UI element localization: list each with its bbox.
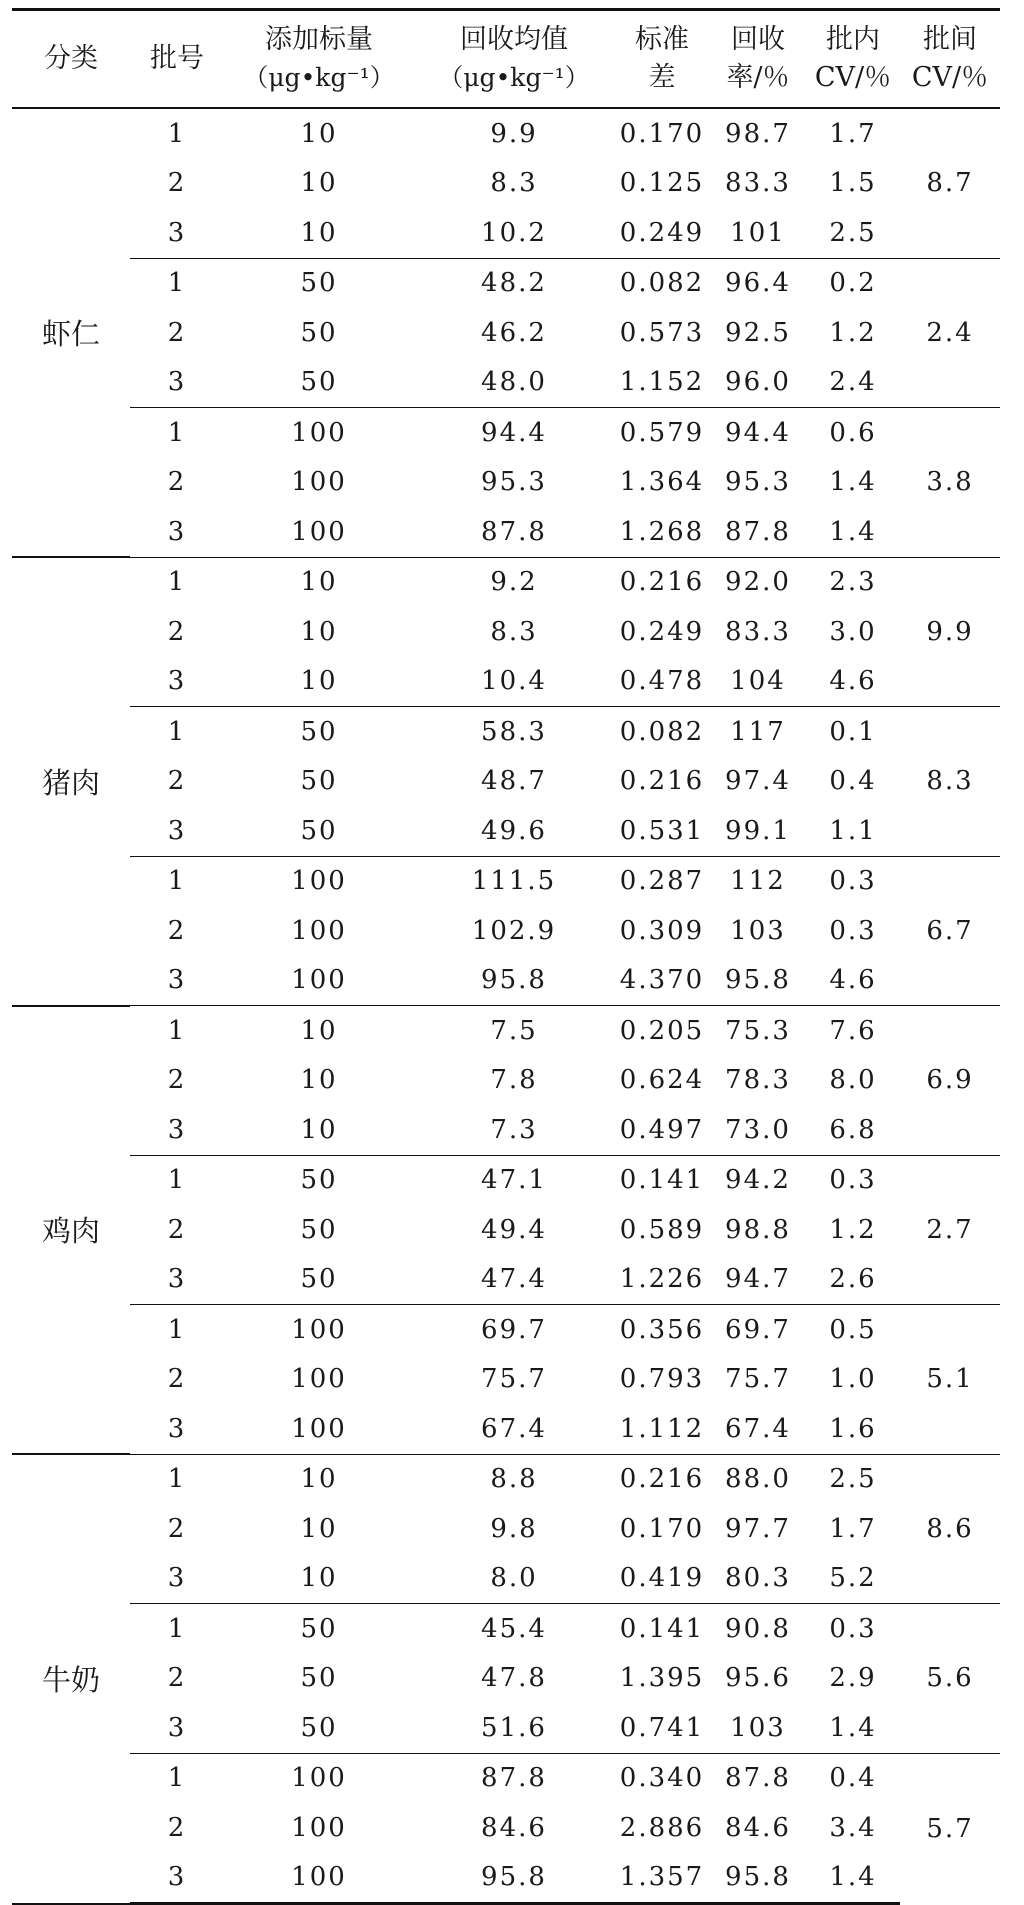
within-cv-cell: 1.7 xyxy=(829,118,877,149)
category-cell: 猪肉 xyxy=(12,557,130,1006)
batch-cell: 2 xyxy=(167,317,187,348)
within-cv-cell: 2.3 xyxy=(806,557,900,607)
spike-cell: 50 xyxy=(224,1155,414,1205)
mean-cell: 46.2 xyxy=(481,317,547,348)
recovery-cell: 84.6 xyxy=(725,1812,791,1843)
header-sd-label-2: 差 xyxy=(648,62,676,93)
mean-cell: 45.4 xyxy=(414,1604,614,1654)
mean-cell: 47.4 xyxy=(481,1264,547,1295)
spike-cell: 100 xyxy=(224,1305,414,1355)
recovery-cell: 92.0 xyxy=(710,557,806,607)
within-cv-cell: 1.0 xyxy=(829,1364,877,1395)
batch-cell: 3 xyxy=(167,815,187,846)
recovery-cell: 103 xyxy=(730,1712,786,1743)
within-cv-cell: 2.6 xyxy=(829,1264,877,1295)
header-recovery xyxy=(710,10,806,109)
spike-cell: 50 xyxy=(224,1604,414,1654)
batch-cell: 2 xyxy=(167,1364,187,1395)
table-row xyxy=(12,1155,1000,1205)
sd-cell: 0.497 xyxy=(619,1114,705,1145)
table-row xyxy=(12,507,1000,557)
spike-cell: 10 xyxy=(300,616,338,647)
sd-cell: 1.112 xyxy=(619,1413,705,1444)
batch-cell: 3 xyxy=(167,367,187,398)
spike-cell: 10 xyxy=(300,1563,338,1594)
table-row xyxy=(12,108,1000,159)
sd-cell: 0.141 xyxy=(614,1604,710,1654)
mean-cell: 69.7 xyxy=(414,1305,614,1355)
within-cv-cell: 2.5 xyxy=(829,217,877,248)
recovery-cell: 95.3 xyxy=(725,467,791,498)
mean-cell: 67.4 xyxy=(481,1413,547,1444)
recovery-cell: 73.0 xyxy=(725,1114,791,1145)
recovery-cell: 101 xyxy=(730,217,786,248)
category-cell: 牛奶 xyxy=(12,1454,130,1904)
within-cv-cell: 0.3 xyxy=(806,1604,900,1654)
recovery-cell: 88.0 xyxy=(710,1454,806,1504)
recovery-cell: 94.2 xyxy=(710,1155,806,1205)
within-cv-cell: 1.4 xyxy=(829,467,877,498)
sd-cell: 0.340 xyxy=(614,1753,710,1803)
batch-cell: 1 xyxy=(130,1305,224,1355)
recovery-cell: 95.8 xyxy=(725,965,791,996)
between-cv-cell: 5.6 xyxy=(900,1604,1000,1754)
sd-cell: 0.793 xyxy=(619,1364,705,1395)
header-category xyxy=(12,10,130,109)
spike-cell: 50 xyxy=(300,1663,338,1694)
mean-cell: 95.3 xyxy=(481,467,547,498)
batch-cell: 1 xyxy=(130,1155,224,1205)
spike-cell: 50 xyxy=(300,766,338,797)
within-cv-cell: 1.5 xyxy=(829,168,877,199)
between-cv-cell: 5.7 xyxy=(900,1753,1000,1904)
recovery-cell: 96.4 xyxy=(710,258,806,308)
sd-cell: 0.309 xyxy=(619,915,705,946)
within-cv-cell: 4.6 xyxy=(829,965,877,996)
batch-cell: 1 xyxy=(130,557,224,607)
recovery-cell: 98.7 xyxy=(725,118,791,149)
sd-cell: 0.624 xyxy=(619,1065,705,1096)
within-cv-cell: 0.3 xyxy=(829,915,877,946)
recovery-cell: 90.8 xyxy=(710,1604,806,1654)
sd-cell: 0.589 xyxy=(619,1214,705,1245)
spike-cell: 10 xyxy=(300,168,338,199)
spike-cell: 50 xyxy=(224,258,414,308)
within-cv-cell: 1.6 xyxy=(829,1413,877,1444)
within-cv-cell: 1.4 xyxy=(829,516,877,547)
within-cv-cell: 1.2 xyxy=(829,317,877,348)
within-cv-cell: 6.8 xyxy=(829,1114,877,1145)
spike-cell: 10 xyxy=(300,1114,338,1145)
within-cv-cell: 0.5 xyxy=(806,1305,900,1355)
batch-cell: 2 xyxy=(167,1812,187,1843)
recovery-cell: 96.0 xyxy=(725,367,791,398)
within-cv-cell: 0.4 xyxy=(829,766,877,797)
spike-cell: 50 xyxy=(300,1712,338,1743)
table-row xyxy=(12,1703,1000,1753)
between-cv-cell: 2.4 xyxy=(900,258,1000,408)
batch-cell: 1 xyxy=(130,1753,224,1803)
recovery-cell: 75.7 xyxy=(725,1364,791,1395)
header-row xyxy=(12,10,1000,109)
within-cv-cell: 0.6 xyxy=(806,408,900,458)
table-row xyxy=(12,1006,1000,1056)
recovery-cell: 69.7 xyxy=(710,1305,806,1355)
within-cv-cell: 1.1 xyxy=(829,815,877,846)
table-row xyxy=(12,1454,1000,1504)
batch-cell: 2 xyxy=(167,1065,187,1096)
batch-cell: 2 xyxy=(167,616,187,647)
table-row xyxy=(12,408,1000,458)
sd-cell: 0.249 xyxy=(619,616,705,647)
sd-cell: 1.364 xyxy=(619,467,705,498)
mean-cell: 8.3 xyxy=(490,616,538,647)
sd-cell: 0.579 xyxy=(614,408,710,458)
within-cv-cell: 0.4 xyxy=(806,1753,900,1803)
spike-cell: 10 xyxy=(224,1006,414,1056)
within-cv-cell: 2.9 xyxy=(829,1663,877,1694)
table-row xyxy=(12,458,1000,508)
sd-cell: 0.082 xyxy=(614,258,710,308)
header-within-cv xyxy=(806,10,900,109)
mean-cell: 87.8 xyxy=(481,516,547,547)
mean-cell: 8.8 xyxy=(414,1454,614,1504)
batch-cell: 3 xyxy=(167,965,187,996)
table-row xyxy=(12,1753,1000,1803)
spike-cell: 10 xyxy=(300,217,338,248)
header-spike xyxy=(224,10,414,109)
mean-cell: 49.4 xyxy=(481,1214,547,1245)
batch-cell: 2 xyxy=(167,915,187,946)
header-mean xyxy=(414,10,614,109)
recovery-cell: 97.7 xyxy=(725,1513,791,1544)
mean-cell: 51.6 xyxy=(481,1712,547,1743)
sd-cell: 0.741 xyxy=(619,1712,705,1743)
recovery-cell: 103 xyxy=(730,915,786,946)
within-cv-cell: 3.4 xyxy=(829,1812,877,1843)
batch-cell: 2 xyxy=(167,168,187,199)
spike-cell: 100 xyxy=(291,965,347,996)
table-row xyxy=(12,1803,1000,1853)
sd-cell: 1.226 xyxy=(619,1264,705,1295)
batch-cell: 2 xyxy=(167,1513,187,1544)
mean-cell: 94.4 xyxy=(414,408,614,458)
sd-cell: 0.141 xyxy=(614,1155,710,1205)
batch-cell: 1 xyxy=(130,408,224,458)
spike-cell: 100 xyxy=(224,1853,414,1904)
spike-cell: 100 xyxy=(224,856,414,906)
table-row xyxy=(12,1255,1000,1305)
spike-cell: 10 xyxy=(300,118,338,149)
recovery-cell: 99.1 xyxy=(725,815,791,846)
mean-cell: 9.9 xyxy=(490,118,538,149)
recovery-data-table xyxy=(12,8,1000,1905)
recovery-cell: 80.3 xyxy=(725,1563,791,1594)
header-within-cv-label-1: 批内 xyxy=(826,24,880,55)
sd-cell: 0.216 xyxy=(619,766,705,797)
within-cv-cell: 0.1 xyxy=(806,707,900,757)
spike-cell: 50 xyxy=(300,317,338,348)
spike-cell: 100 xyxy=(291,1812,347,1843)
table-row xyxy=(12,906,1000,956)
spike-cell: 10 xyxy=(224,557,414,607)
table-row xyxy=(12,557,1000,607)
header-recovery-label-1: 回收 xyxy=(731,24,785,55)
spike-cell: 100 xyxy=(224,408,414,458)
within-cv-cell: 4.6 xyxy=(829,666,877,697)
batch-cell: 1 xyxy=(130,258,224,308)
mean-cell: 49.6 xyxy=(481,815,547,846)
spike-cell: 100 xyxy=(291,1364,347,1395)
batch-cell: 2 xyxy=(167,1214,187,1245)
batch-cell: 1 xyxy=(167,118,187,149)
recovery-cell: 92.5 xyxy=(725,317,791,348)
table-row xyxy=(12,1654,1000,1704)
within-cv-cell: 8.0 xyxy=(829,1065,877,1096)
table-row xyxy=(12,1305,1000,1355)
mean-cell: 75.7 xyxy=(481,1364,547,1395)
mean-cell: 48.2 xyxy=(414,258,614,308)
recovery-cell: 117 xyxy=(710,707,806,757)
sd-cell: 2.886 xyxy=(619,1812,705,1843)
spike-cell: 50 xyxy=(300,1264,338,1295)
header-mean-label: 回收均值 xyxy=(460,24,568,55)
recovery-cell: 95.8 xyxy=(710,1853,806,1904)
table-row xyxy=(12,657,1000,707)
within-cv-cell: 2.4 xyxy=(829,367,877,398)
table-row xyxy=(12,159,1000,209)
batch-cell: 1 xyxy=(130,707,224,757)
table-row xyxy=(12,607,1000,657)
within-cv-cell: 3.0 xyxy=(829,616,877,647)
recovery-cell: 104 xyxy=(730,666,786,697)
recovery-cell: 112 xyxy=(710,856,806,906)
sd-cell: 1.268 xyxy=(619,516,705,547)
spike-cell: 50 xyxy=(300,1214,338,1245)
spike-cell: 10 xyxy=(300,1513,338,1544)
header-between-cv xyxy=(900,10,1000,109)
header-category-label: 分类 xyxy=(44,43,98,74)
batch-cell: 1 xyxy=(130,1006,224,1056)
table-row xyxy=(12,707,1000,757)
mean-cell: 95.8 xyxy=(481,965,547,996)
between-cv-cell: 8.6 xyxy=(900,1454,1000,1604)
spike-cell: 100 xyxy=(291,1413,347,1444)
mean-cell: 87.8 xyxy=(414,1753,614,1803)
within-cv-cell: 0.3 xyxy=(806,1155,900,1205)
header-between-cv-label-1: 批间 xyxy=(923,24,977,55)
header-sd xyxy=(614,10,710,109)
batch-cell: 3 xyxy=(167,1413,187,1444)
spike-cell: 50 xyxy=(300,815,338,846)
sd-cell: 0.125 xyxy=(619,168,705,199)
mean-cell: 58.3 xyxy=(414,707,614,757)
table-row xyxy=(12,1604,1000,1654)
within-cv-cell: 1.2 xyxy=(829,1214,877,1245)
between-cv-cell: 6.7 xyxy=(900,856,1000,1006)
between-cv-cell: 9.9 xyxy=(900,557,1000,707)
header-between-cv-label-2: CV/％ xyxy=(911,62,989,93)
batch-cell: 3 xyxy=(167,1563,187,1594)
header-mean-unit: （μg•kg⁻¹） xyxy=(438,63,590,92)
recovery-cell: 67.4 xyxy=(725,1413,791,1444)
within-cv-cell: 2.5 xyxy=(806,1454,900,1504)
header-batch xyxy=(130,10,224,109)
batch-cell: 1 xyxy=(130,1604,224,1654)
mean-cell: 7.5 xyxy=(414,1006,614,1056)
mean-cell: 111.5 xyxy=(414,856,614,906)
header-within-cv-label-2: CV/％ xyxy=(814,62,892,93)
spike-cell: 50 xyxy=(224,707,414,757)
sd-cell: 0.082 xyxy=(614,707,710,757)
mean-cell: 47.8 xyxy=(481,1663,547,1694)
mean-cell: 9.2 xyxy=(414,557,614,607)
recovery-cell: 87.8 xyxy=(710,1753,806,1803)
spike-cell: 10 xyxy=(224,1454,414,1504)
between-cv-cell: 8.3 xyxy=(900,707,1000,857)
table-row xyxy=(12,208,1000,258)
recovery-cell: 94.7 xyxy=(725,1264,791,1295)
sd-cell: 1.357 xyxy=(614,1853,710,1904)
table-row xyxy=(12,856,1000,906)
batch-cell: 3 xyxy=(167,217,187,248)
recovery-cell: 95.6 xyxy=(725,1663,791,1694)
sd-cell: 1.395 xyxy=(619,1663,705,1694)
mean-cell: 84.6 xyxy=(481,1812,547,1843)
batch-cell: 3 xyxy=(167,1264,187,1295)
batch-cell: 2 xyxy=(167,467,187,498)
batch-cell: 2 xyxy=(167,1663,187,1694)
mean-cell: 48.7 xyxy=(481,766,547,797)
recovery-cell: 87.8 xyxy=(725,516,791,547)
within-cv-cell: 0.2 xyxy=(806,258,900,308)
spike-cell: 10 xyxy=(300,1065,338,1096)
table-row xyxy=(12,308,1000,358)
table-row xyxy=(12,806,1000,856)
table-row xyxy=(12,1355,1000,1405)
table-row xyxy=(12,1105,1000,1155)
category-cell: 虾仁 xyxy=(12,108,130,557)
header-spike-unit: （μg•kg⁻¹） xyxy=(243,63,395,92)
sd-cell: 0.216 xyxy=(614,557,710,607)
recovery-cell: 75.3 xyxy=(710,1006,806,1056)
within-cv-cell: 1.4 xyxy=(829,1712,877,1743)
header-recovery-label-2: 率/％ xyxy=(726,62,790,93)
sd-cell: 1.152 xyxy=(619,367,705,398)
recovery-cell: 83.3 xyxy=(725,168,791,199)
between-cv-cell: 2.7 xyxy=(900,1155,1000,1305)
mean-cell: 102.9 xyxy=(471,915,557,946)
recovery-cell: 78.3 xyxy=(725,1065,791,1096)
category-cell: 鸡肉 xyxy=(12,1006,130,1455)
table-row xyxy=(12,1554,1000,1604)
sd-cell: 0.356 xyxy=(614,1305,710,1355)
table-row xyxy=(12,1853,1000,1904)
batch-cell: 3 xyxy=(167,666,187,697)
within-cv-cell: 1.7 xyxy=(829,1513,877,1544)
batch-cell: 3 xyxy=(167,1712,187,1743)
batch-cell: 2 xyxy=(167,766,187,797)
mean-cell: 10.2 xyxy=(481,217,547,248)
table-row xyxy=(12,258,1000,308)
table-row xyxy=(12,1205,1000,1255)
batch-cell: 3 xyxy=(130,1853,224,1904)
sd-cell: 0.287 xyxy=(614,856,710,906)
sd-cell: 0.531 xyxy=(619,815,705,846)
between-cv-cell: 6.9 xyxy=(900,1006,1000,1156)
recovery-cell: 97.4 xyxy=(725,766,791,797)
header-sd-label-1: 标准 xyxy=(635,24,689,55)
table-row xyxy=(12,1404,1000,1454)
sd-cell: 0.478 xyxy=(619,666,705,697)
batch-cell: 1 xyxy=(130,1454,224,1504)
recovery-cell: 83.3 xyxy=(725,616,791,647)
spike-cell: 100 xyxy=(291,516,347,547)
batch-cell: 1 xyxy=(130,856,224,906)
table-body xyxy=(12,108,1000,1904)
table-row xyxy=(12,1504,1000,1554)
within-cv-cell: 1.4 xyxy=(806,1853,900,1904)
spike-cell: 50 xyxy=(300,367,338,398)
sd-cell: 0.573 xyxy=(619,317,705,348)
sd-cell: 0.205 xyxy=(614,1006,710,1056)
header-spike-label: 添加标量 xyxy=(265,24,373,55)
sd-cell: 0.419 xyxy=(619,1563,705,1594)
sd-cell: 4.370 xyxy=(619,965,705,996)
recovery-cell: 94.4 xyxy=(710,408,806,458)
between-cv-cell: 8.7 xyxy=(926,168,974,199)
sd-cell: 0.249 xyxy=(619,217,705,248)
spike-cell: 100 xyxy=(291,915,347,946)
recovery-cell: 98.8 xyxy=(725,1214,791,1245)
mean-cell: 7.3 xyxy=(490,1114,538,1145)
mean-cell: 95.8 xyxy=(414,1853,614,1904)
mean-cell: 8.0 xyxy=(490,1563,538,1594)
batch-cell: 3 xyxy=(167,516,187,547)
mean-cell: 7.8 xyxy=(490,1065,538,1096)
spike-cell: 100 xyxy=(291,467,347,498)
spike-cell: 10 xyxy=(300,666,338,697)
within-cv-cell: 7.6 xyxy=(806,1006,900,1056)
table-header xyxy=(12,10,1000,109)
mean-cell: 8.3 xyxy=(490,168,538,199)
table-row xyxy=(12,956,1000,1006)
batch-cell: 3 xyxy=(167,1114,187,1145)
within-cv-cell: 0.3 xyxy=(806,856,900,906)
header-batch-label: 批号 xyxy=(150,43,204,74)
table-row xyxy=(12,358,1000,408)
sd-cell: 0.216 xyxy=(614,1454,710,1504)
table-row xyxy=(12,757,1000,807)
mean-cell: 47.1 xyxy=(414,1155,614,1205)
sd-cell: 0.170 xyxy=(619,1513,705,1544)
between-cv-cell: 5.1 xyxy=(900,1305,1000,1455)
table-row xyxy=(12,1056,1000,1106)
between-cv-cell: 3.8 xyxy=(900,408,1000,558)
mean-cell: 48.0 xyxy=(481,367,547,398)
spike-cell: 100 xyxy=(224,1753,414,1803)
mean-cell: 9.8 xyxy=(490,1513,538,1544)
within-cv-cell: 5.2 xyxy=(829,1563,877,1594)
mean-cell: 10.4 xyxy=(481,666,547,697)
sd-cell: 0.170 xyxy=(619,118,705,149)
